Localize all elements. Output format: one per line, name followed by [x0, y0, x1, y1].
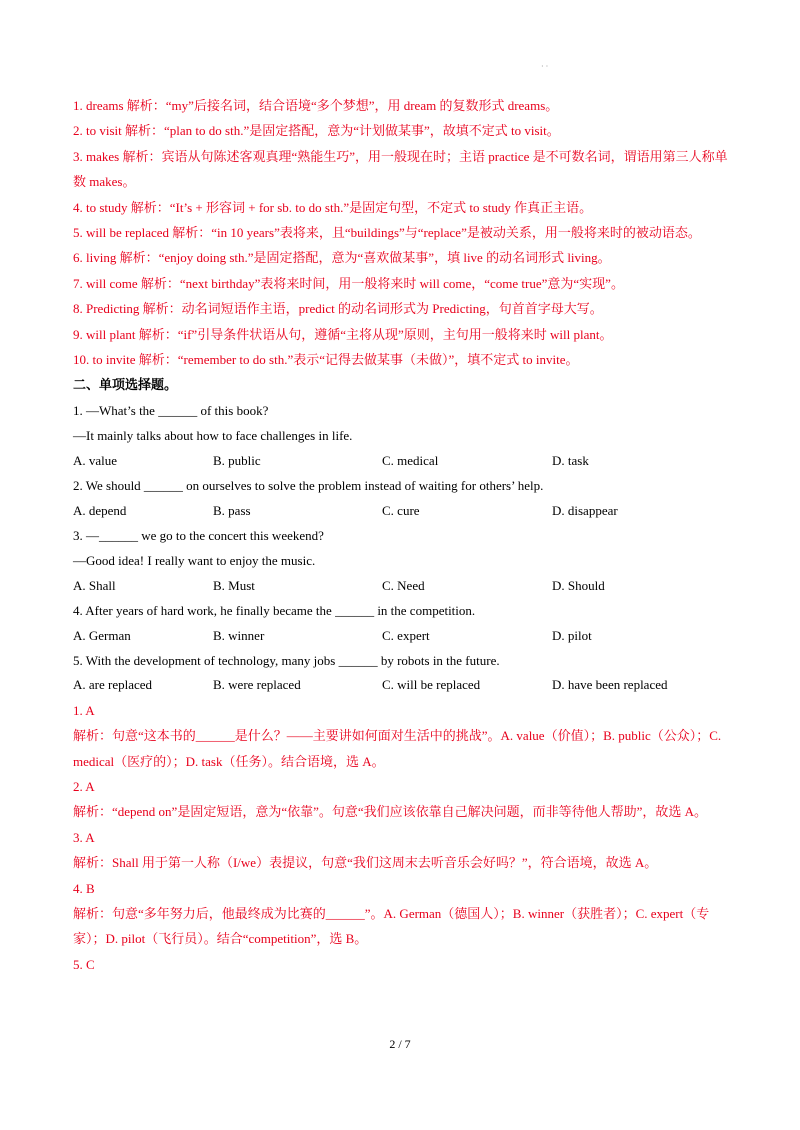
- option-a: A. German: [73, 627, 131, 643]
- answer-line: 7. will come 解析：“next birthday”表将来时间，用一般将来时 will come，“come true”意为“实现”。: [73, 275, 624, 291]
- question-stem: —Good idea! I really want to enjoy the music.: [73, 553, 316, 569]
- answer-explanation: 解析：“depend on”是固定短语，意为“依靠”。句意“我们应该依靠自己解决问题，而非等待他人帮助”，故选 A。: [73, 804, 708, 820]
- option-c: C. expert: [382, 627, 430, 643]
- header-marks: · ·: [541, 62, 549, 71]
- question: [73, 523, 733, 598]
- part1-answer-list: [73, 93, 733, 372]
- answer-line: 6. living 解析：“enjoy doing sth.”是固定搭配，意为“喜欢做某事”，填 live 的动名词形式 living。: [73, 250, 611, 266]
- answer-key: 1. A: [73, 702, 95, 718]
- question-stem: —It mainly talks about how to face challenges in life.: [73, 428, 353, 444]
- question-stem: 2. We should ______ on ourselves to solve the problem instead of waiting for others’ help.: [73, 478, 544, 494]
- answer-line: 10. to invite 解析：“remember to do sth.”表示“记得去做某事（未做）”，填不定式 to invite。: [73, 352, 579, 368]
- option-d: D. Should: [552, 577, 605, 593]
- question-stem: 5. With the development of technology, many jobs ______ by robots in the future.: [73, 652, 500, 668]
- page-content: [73, 93, 733, 977]
- option-d: D. have been replaced: [552, 677, 668, 693]
- option-b: B. pass: [213, 502, 251, 518]
- answer-key: 2. A: [73, 778, 95, 794]
- option-c: C. will be replaced: [382, 677, 481, 693]
- option-c: C. cure: [382, 502, 420, 518]
- answer-line: 3. makes 解析：宾语从句陈述客观真理“熟能生巧”，用一般现在时；主语 practice 是不可数名词，谓语用第三人称单数 makes。: [73, 148, 728, 190]
- option-b: B. Must: [213, 577, 255, 593]
- answer-line: 9. will plant 解析：“if”引导条件状语从句，遵循“主将从现”原则，主句用一般将来时 will plant。: [73, 326, 613, 342]
- option-row: [73, 499, 733, 523]
- option-c: C. medical: [382, 452, 439, 468]
- question: [73, 473, 733, 523]
- option-d: D. pilot: [552, 627, 592, 643]
- option-row: [73, 673, 733, 697]
- option-a: A. Shall: [73, 577, 116, 593]
- answer-line: 5. will be replaced 解析：“in 10 years”表将来，且“buildings”与“replace”是被动关系，用一般将来时的被动语态。: [73, 225, 701, 241]
- question-list: [73, 398, 733, 698]
- question-stem: 4. After years of hard work, he finally became the ______ in the competition.: [73, 603, 476, 619]
- section-title: 二、单项选择题。: [73, 377, 178, 393]
- option-row: [73, 574, 733, 598]
- question-stem: 3. —______ we go to the concert this weekend?: [73, 527, 324, 543]
- question: [73, 598, 733, 648]
- option-b: B. were replaced: [213, 677, 301, 693]
- answer-line: 1. dreams 解析：“my”后接名词，结合语境“多个梦想”，用 dream 的复数形式 dreams。: [73, 98, 559, 113]
- option-a: A. value: [73, 452, 118, 468]
- answer-key: 3. A: [73, 829, 95, 845]
- answer-line: 4. to study 解析：“It’s + 形容词 + for sb. to do sth.”是固定句型，不定式 to study 作真正主语。: [73, 199, 593, 215]
- answer-line: 2. to visit 解析：“plan to do sth.”是固定搭配，意为“计划做某事”，故填不定式 to visit。: [73, 123, 560, 139]
- option-d: D. disappear: [552, 502, 618, 518]
- option-b: B. public: [213, 452, 261, 468]
- option-b: B. winner: [213, 627, 265, 643]
- answer-explanation: 解析：句意“这本书的______是什么？——主要讲如何面对生活中的挑战”。A. value（价值）；B. public（公众）；C. medical（医疗的）；D. task（任务）。结合语境，选 A。: [73, 728, 722, 769]
- option-a: A. depend: [73, 502, 127, 518]
- page-number: 2 / 7: [389, 1037, 411, 1051]
- answer-line: 8. Predicting 解析：动名词短语作主语，predict 的动名词形式为 Predicting，句首首字母大写。: [73, 301, 603, 317]
- answer-key: 4. B: [73, 880, 95, 896]
- answer-key: 5. C: [73, 956, 95, 972]
- option-a: A. are replaced: [73, 677, 153, 693]
- answer-explanation: 解析：Shall 用于第一人称（I/we）表提议，句意“我们这周末去听音乐会好吗？”，符合语境，故选 A。: [73, 855, 658, 871]
- option-d: D. task: [552, 452, 589, 468]
- question: [73, 398, 733, 473]
- answer-explanation: 解析：句意“多年努力后，他最终成为比赛的______”。A. German（德国人）；B. winner（获胜者）；C. expert（专家）；D. pilot（飞行员）。结合“competition”，选 B。: [73, 906, 710, 947]
- question: [73, 648, 733, 698]
- answer-key-list: [73, 698, 733, 977]
- option-row: [73, 624, 733, 648]
- option-c: C. Need: [382, 577, 425, 593]
- option-row: [73, 449, 733, 473]
- question-stem: 1. —What’s the ______ of this book?: [73, 402, 269, 418]
